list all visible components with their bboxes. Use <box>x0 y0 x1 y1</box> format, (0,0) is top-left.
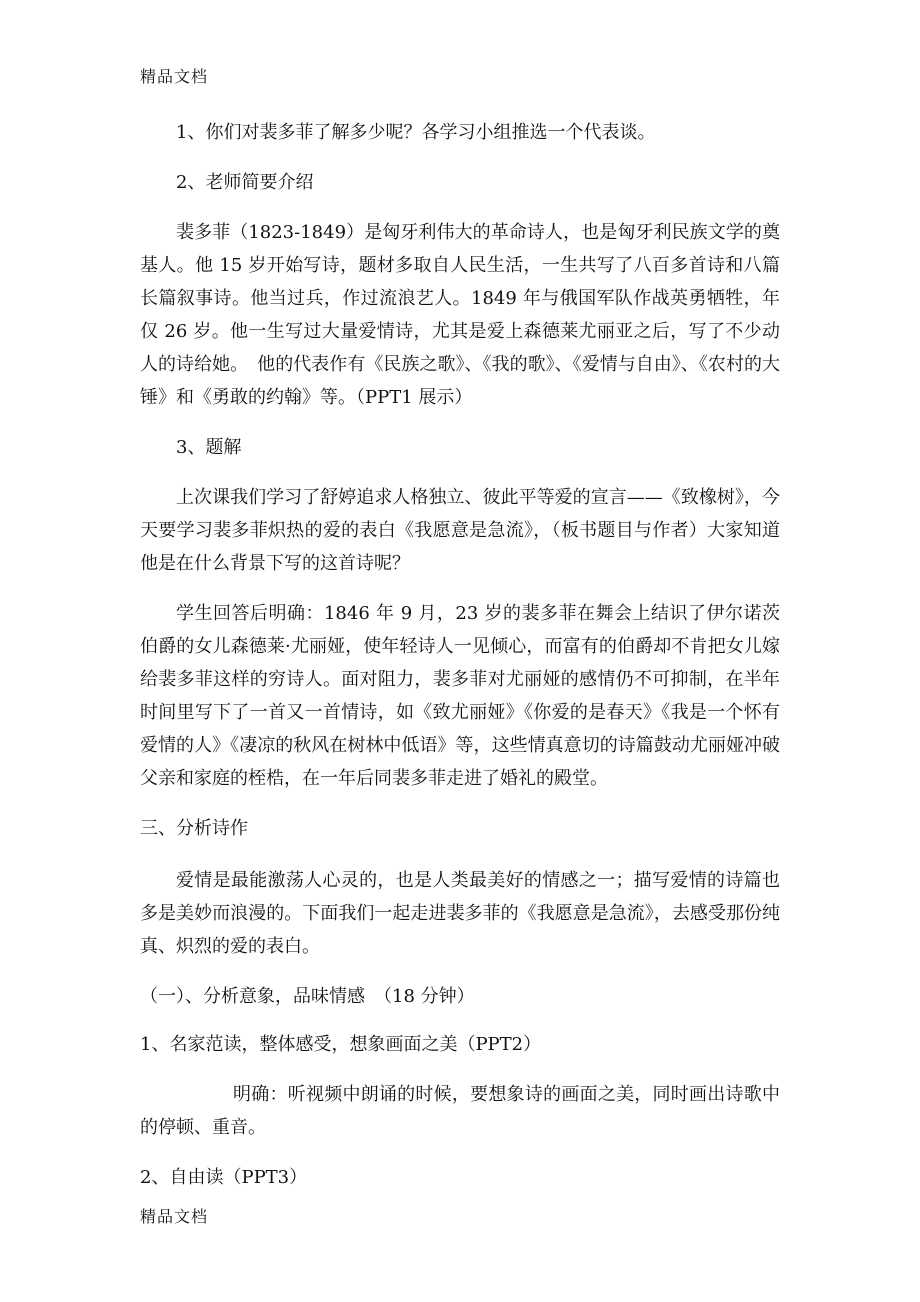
title-explanation: 上次课我们学习了舒婷追求人格独立、彼此平等爱的宣言——《致橡树》，今天要学习裴多菲炽热的爱的表白《我愿意是急流》，（板书题目与作者）大家知道他是在什么背景下写的这首诗呢？ <box>140 487 780 574</box>
clarification: 明确：听视频中朗诵的时候，要想象诗的画面之美，同时画出诗歌中的停顿、重音。 <box>140 1084 780 1138</box>
document-body <box>140 116 780 1211</box>
section-3-heading: 三、分析诗作 <box>140 818 248 839</box>
step-2: 2、自由读（PPT3） <box>140 1167 308 1188</box>
love-intro: 爱情是最能激荡人心灵的，也是人类最美好的情感之一；描写爱情的诗篇也多是美妙而浪漫的。下面我们一起走进裴多菲的《我愿意是急流》，去感受那份纯真、炽烈的爱的表白。 <box>140 870 780 957</box>
poet-biography: 裴多菲（1823-1849）是匈牙利伟大的革命诗人，也是匈牙利民族文学的奠基人。他 15 岁开始写诗，题材多取自人民生活，一生共写了八百多首诗和八篇长篇叙事诗。他当过兵，作过流浪艺人。1849 年与俄国军队作战英勇牺牲，年仅 26 岁。他一生写过大量爱情诗，尤其是爱上森德莱尤丽亚之后，写了不少动人的诗给她。 他的代表作有《民族之歌》、《我的歌》、《爱情与自由》、《农村的大锤》和《勇敢的约翰》等。（PPT1 展示） <box>140 222 780 408</box>
student-answer: 学生回答后明确：1846 年 9 月，23 岁的裴多菲在舞会上结识了伊尔诺茨伯爵的女儿森德莱·尤丽娅，使年轻诗人一见倾心，而富有的伯爵却不肯把女儿嫁给裴多菲这样的穷诗人。面对阻力，裴多菲对尤丽娅的感情仍不可抑制，在半年时间里写下了一首又一首情诗，如《致尤丽娅》《你爱的是春天》《我是一个怀有爱情的人》《凄凉的秋风在树林中低语》等，这些情真意切的诗篇鼓动尤丽娅冲破父亲和家庭的桎梏，在一年后同裴多菲走进了婚礼的殿堂。 <box>140 603 780 789</box>
page-footer: 精品文档 <box>140 1207 209 1226</box>
step-1: 1、名家范读，整体感受，想象画面之美（PPT2） <box>140 1034 542 1055</box>
subsection-1-heading: （一）、分析意象，品味情感 （18 分钟） <box>140 986 475 1007</box>
question-2: 2、老师简要介绍 <box>176 172 314 193</box>
question-1: 1、你们对裴多菲了解多少呢？各学习小组推选一个代表谈。 <box>176 122 656 143</box>
page-header: 精品文档 <box>140 67 209 86</box>
question-3: 3、题解 <box>176 437 242 458</box>
